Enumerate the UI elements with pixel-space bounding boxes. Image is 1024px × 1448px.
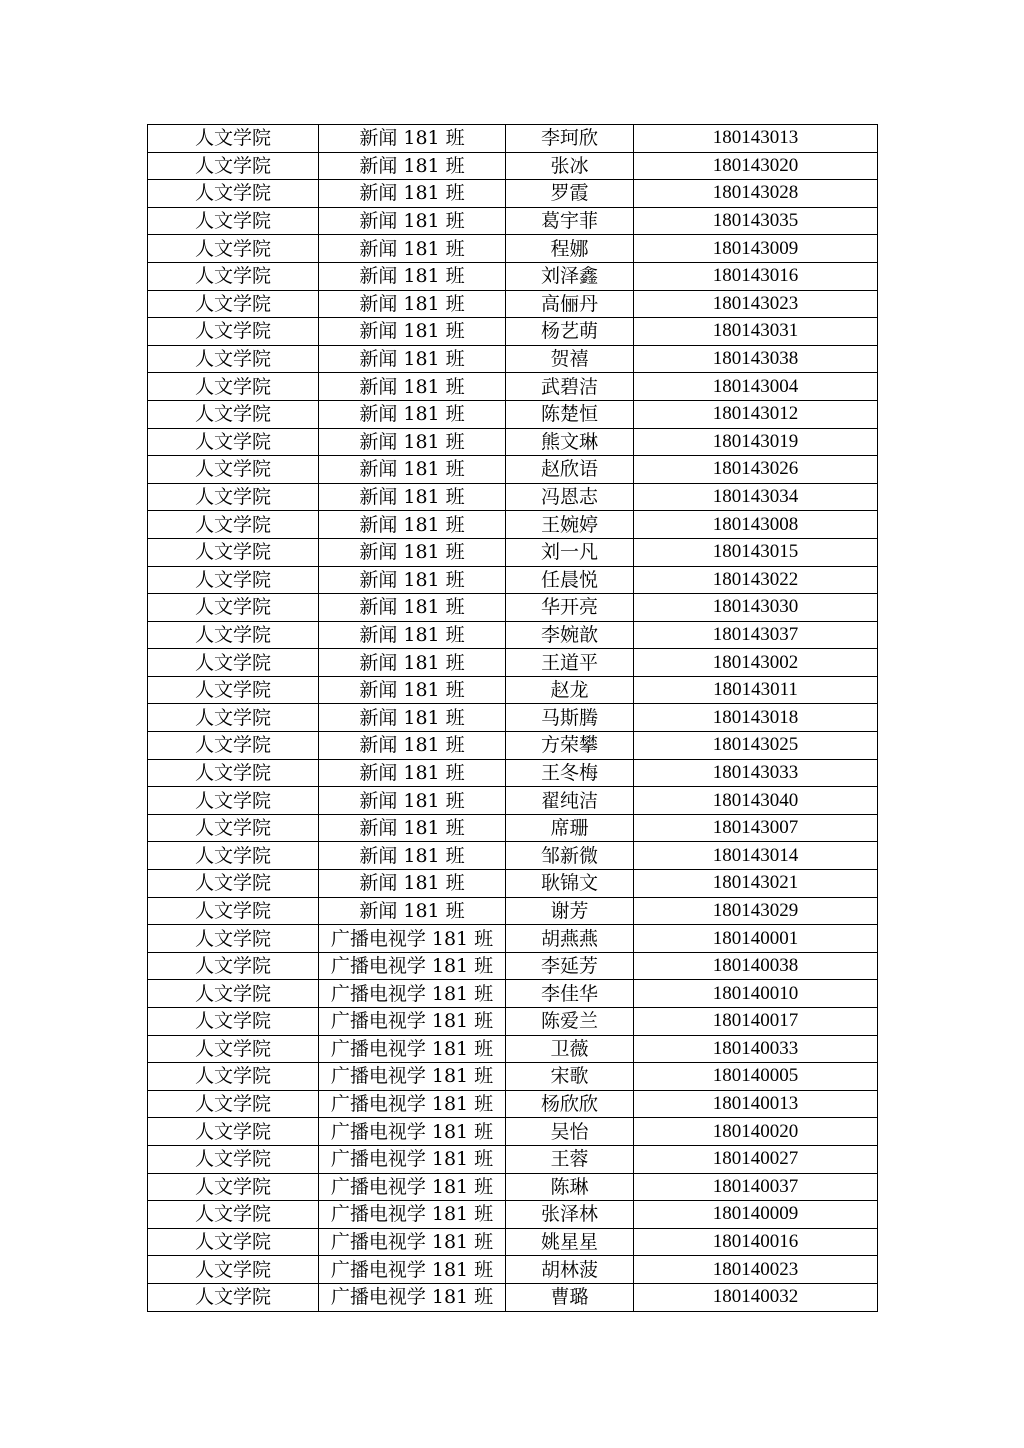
- class-cell: 新闻 181 班: [319, 676, 506, 704]
- college-cell: 人文学院: [148, 566, 319, 594]
- table-row: [148, 511, 878, 539]
- student-id-cell: 180143037: [634, 621, 878, 649]
- class-cell: 广播电视学 181 班: [319, 980, 506, 1008]
- table-row: [148, 318, 878, 346]
- table-row: [148, 897, 878, 925]
- class-cell: 广播电视学 181 班: [319, 1035, 506, 1063]
- college-cell: 人文学院: [148, 842, 319, 870]
- table-row: [148, 1256, 878, 1284]
- student-name-cell: 陈琳: [506, 1173, 634, 1201]
- college-cell: 人文学院: [148, 925, 319, 953]
- college-cell: 人文学院: [148, 290, 319, 318]
- class-cell: 新闻 181 班: [319, 594, 506, 622]
- table-row: [148, 180, 878, 208]
- student-name-cell: 武碧洁: [506, 373, 634, 401]
- student-name-cell: 程娜: [506, 235, 634, 263]
- student-name-cell: 王冬梅: [506, 759, 634, 787]
- student-name-cell: 吴怡: [506, 1118, 634, 1146]
- college-cell: 人文学院: [148, 1228, 319, 1256]
- table-row: [148, 207, 878, 235]
- college-cell: 人文学院: [148, 1283, 319, 1311]
- table-row: [148, 345, 878, 373]
- table-row: [148, 787, 878, 815]
- college-cell: 人文学院: [148, 373, 319, 401]
- college-cell: 人文学院: [148, 594, 319, 622]
- college-cell: 人文学院: [148, 511, 319, 539]
- table-row: [148, 759, 878, 787]
- table-row: [148, 1145, 878, 1173]
- class-cell: 新闻 181 班: [319, 787, 506, 815]
- class-cell: 新闻 181 班: [319, 290, 506, 318]
- table-row: [148, 925, 878, 953]
- student-name-cell: 赵欣语: [506, 456, 634, 484]
- student-name-cell: 胡林菠: [506, 1256, 634, 1284]
- college-cell: 人文学院: [148, 1035, 319, 1063]
- student-name-cell: 刘一凡: [506, 538, 634, 566]
- table-row: [148, 566, 878, 594]
- college-cell: 人文学院: [148, 1173, 319, 1201]
- class-cell: 新闻 181 班: [319, 235, 506, 263]
- student-id-cell: 180143021: [634, 870, 878, 898]
- student-name-cell: 任晨悦: [506, 566, 634, 594]
- college-cell: 人文学院: [148, 456, 319, 484]
- student-id-cell: 180143029: [634, 897, 878, 925]
- table-row: [148, 483, 878, 511]
- table-row: [148, 814, 878, 842]
- student-id-cell: 180143018: [634, 704, 878, 732]
- college-cell: 人文学院: [148, 318, 319, 346]
- class-cell: 新闻 181 班: [319, 538, 506, 566]
- table-row: [148, 704, 878, 732]
- college-cell: 人文学院: [148, 1201, 319, 1229]
- student-id-cell: 180143011: [634, 676, 878, 704]
- class-cell: 广播电视学 181 班: [319, 925, 506, 953]
- student-name-cell: 姚星星: [506, 1228, 634, 1256]
- student-name-cell: 陈楚恒: [506, 400, 634, 428]
- class-cell: 广播电视学 181 班: [319, 1090, 506, 1118]
- college-cell: 人文学院: [148, 1118, 319, 1146]
- table-row: [148, 842, 878, 870]
- college-cell: 人文学院: [148, 732, 319, 760]
- table-row: [148, 428, 878, 456]
- college-cell: 人文学院: [148, 787, 319, 815]
- class-cell: 新闻 181 班: [319, 456, 506, 484]
- college-cell: 人文学院: [148, 814, 319, 842]
- student-name-cell: 张泽林: [506, 1201, 634, 1229]
- table-row: [148, 732, 878, 760]
- table-row: [148, 1201, 878, 1229]
- college-cell: 人文学院: [148, 1145, 319, 1173]
- table-row: [148, 1035, 878, 1063]
- student-name-cell: 杨欣欣: [506, 1090, 634, 1118]
- student-id-cell: 180143026: [634, 456, 878, 484]
- class-cell: 新闻 181 班: [319, 373, 506, 401]
- class-cell: 新闻 181 班: [319, 262, 506, 290]
- student-id-cell: 180143038: [634, 345, 878, 373]
- college-cell: 人文学院: [148, 649, 319, 677]
- class-cell: 广播电视学 181 班: [319, 1173, 506, 1201]
- class-cell: 新闻 181 班: [319, 400, 506, 428]
- table-row: [148, 1090, 878, 1118]
- class-cell: 新闻 181 班: [319, 483, 506, 511]
- student-id-cell: 180143014: [634, 842, 878, 870]
- student-name-cell: 王道平: [506, 649, 634, 677]
- class-cell: 广播电视学 181 班: [319, 1201, 506, 1229]
- student-name-cell: 邹新微: [506, 842, 634, 870]
- table-row: [148, 621, 878, 649]
- class-cell: 新闻 181 班: [319, 207, 506, 235]
- college-cell: 人文学院: [148, 262, 319, 290]
- student-name-cell: 刘泽鑫: [506, 262, 634, 290]
- student-id-cell: 180140037: [634, 1173, 878, 1201]
- table-row: [148, 952, 878, 980]
- student-name-cell: 席珊: [506, 814, 634, 842]
- student-id-cell: 180140005: [634, 1063, 878, 1091]
- table-row: [148, 1173, 878, 1201]
- student-name-cell: 王蓉: [506, 1145, 634, 1173]
- student-id-cell: 180143007: [634, 814, 878, 842]
- student-id-cell: 180140027: [634, 1145, 878, 1173]
- student-name-cell: 谢芳: [506, 897, 634, 925]
- student-id-cell: 180143022: [634, 566, 878, 594]
- student-id-cell: 180143035: [634, 207, 878, 235]
- class-cell: 新闻 181 班: [319, 759, 506, 787]
- college-cell: 人文学院: [148, 1063, 319, 1091]
- class-cell: 广播电视学 181 班: [319, 1063, 506, 1091]
- student-id-cell: 180140013: [634, 1090, 878, 1118]
- college-cell: 人文学院: [148, 152, 319, 180]
- class-cell: 新闻 181 班: [319, 511, 506, 539]
- student-id-cell: 180143019: [634, 428, 878, 456]
- student-name-cell: 罗霞: [506, 180, 634, 208]
- table-row: [148, 290, 878, 318]
- table-row: [148, 373, 878, 401]
- college-cell: 人文学院: [148, 538, 319, 566]
- college-cell: 人文学院: [148, 235, 319, 263]
- student-name-cell: 高俪丹: [506, 290, 634, 318]
- table-row: [148, 538, 878, 566]
- college-cell: 人文学院: [148, 400, 319, 428]
- class-cell: 广播电视学 181 班: [319, 1145, 506, 1173]
- table-row: [148, 400, 878, 428]
- student-id-cell: 180140032: [634, 1283, 878, 1311]
- class-cell: 广播电视学 181 班: [319, 952, 506, 980]
- class-cell: 新闻 181 班: [319, 870, 506, 898]
- student-name-cell: 熊文琳: [506, 428, 634, 456]
- student-id-cell: 180140023: [634, 1256, 878, 1284]
- student-name-cell: 方荣攀: [506, 732, 634, 760]
- student-id-cell: 180143040: [634, 787, 878, 815]
- table-row: [148, 152, 878, 180]
- table-row: [148, 262, 878, 290]
- table-row: [148, 235, 878, 263]
- table-row: [148, 1283, 878, 1311]
- class-cell: 新闻 181 班: [319, 125, 506, 153]
- class-cell: 新闻 181 班: [319, 704, 506, 732]
- student-name-cell: 葛宇菲: [506, 207, 634, 235]
- student-name-cell: 李延芳: [506, 952, 634, 980]
- college-cell: 人文学院: [148, 621, 319, 649]
- student-name-cell: 李珂欣: [506, 125, 634, 153]
- class-cell: 新闻 181 班: [319, 732, 506, 760]
- table-row: [148, 456, 878, 484]
- class-cell: 新闻 181 班: [319, 897, 506, 925]
- college-cell: 人文学院: [148, 345, 319, 373]
- college-cell: 人文学院: [148, 125, 319, 153]
- student-id-cell: 180140016: [634, 1228, 878, 1256]
- class-cell: 广播电视学 181 班: [319, 1228, 506, 1256]
- college-cell: 人文学院: [148, 428, 319, 456]
- class-cell: 广播电视学 181 班: [319, 1118, 506, 1146]
- college-cell: 人文学院: [148, 483, 319, 511]
- college-cell: 人文学院: [148, 897, 319, 925]
- table-row: [148, 125, 878, 153]
- student-name-cell: 华开亮: [506, 594, 634, 622]
- class-cell: 新闻 181 班: [319, 180, 506, 208]
- table-row: [148, 594, 878, 622]
- class-cell: 新闻 181 班: [319, 152, 506, 180]
- class-cell: 新闻 181 班: [319, 428, 506, 456]
- class-cell: 新闻 181 班: [319, 566, 506, 594]
- student-name-cell: 张冰: [506, 152, 634, 180]
- student-id-cell: 180143020: [634, 152, 878, 180]
- class-cell: 广播电视学 181 班: [319, 1283, 506, 1311]
- student-id-cell: 180140009: [634, 1201, 878, 1229]
- roster-body: [148, 125, 878, 1312]
- student-roster-table: [147, 124, 878, 1312]
- student-id-cell: 180143008: [634, 511, 878, 539]
- college-cell: 人文学院: [148, 704, 319, 732]
- student-id-cell: 180140010: [634, 980, 878, 1008]
- student-id-cell: 180143030: [634, 594, 878, 622]
- student-id-cell: 180143031: [634, 318, 878, 346]
- class-cell: 新闻 181 班: [319, 649, 506, 677]
- college-cell: 人文学院: [148, 676, 319, 704]
- student-id-cell: 180143016: [634, 262, 878, 290]
- college-cell: 人文学院: [148, 1256, 319, 1284]
- student-id-cell: 180143013: [634, 125, 878, 153]
- class-cell: 新闻 181 班: [319, 814, 506, 842]
- student-id-cell: 180143025: [634, 732, 878, 760]
- student-name-cell: 杨艺萌: [506, 318, 634, 346]
- class-cell: 新闻 181 班: [319, 621, 506, 649]
- student-name-cell: 李佳华: [506, 980, 634, 1008]
- student-name-cell: 宋歌: [506, 1063, 634, 1091]
- college-cell: 人文学院: [148, 870, 319, 898]
- table-row: [148, 1063, 878, 1091]
- table-row: [148, 1008, 878, 1036]
- class-cell: 新闻 181 班: [319, 345, 506, 373]
- table-row: [148, 676, 878, 704]
- student-id-cell: 180143034: [634, 483, 878, 511]
- table-row: [148, 1228, 878, 1256]
- college-cell: 人文学院: [148, 759, 319, 787]
- table-row: [148, 870, 878, 898]
- student-name-cell: 赵龙: [506, 676, 634, 704]
- college-cell: 人文学院: [148, 1008, 319, 1036]
- student-id-cell: 180140001: [634, 925, 878, 953]
- class-cell: 新闻 181 班: [319, 318, 506, 346]
- student-name-cell: 耿锦文: [506, 870, 634, 898]
- student-id-cell: 180143002: [634, 649, 878, 677]
- student-id-cell: 180143009: [634, 235, 878, 263]
- student-id-cell: 180143028: [634, 180, 878, 208]
- student-id-cell: 180143033: [634, 759, 878, 787]
- student-id-cell: 180140033: [634, 1035, 878, 1063]
- student-name-cell: 卫薇: [506, 1035, 634, 1063]
- student-name-cell: 胡燕燕: [506, 925, 634, 953]
- college-cell: 人文学院: [148, 1090, 319, 1118]
- college-cell: 人文学院: [148, 952, 319, 980]
- student-name-cell: 陈爱兰: [506, 1008, 634, 1036]
- student-id-cell: 180140038: [634, 952, 878, 980]
- student-name-cell: 曹璐: [506, 1283, 634, 1311]
- table-row: [148, 649, 878, 677]
- student-name-cell: 翟纯洁: [506, 787, 634, 815]
- student-id-cell: 180143015: [634, 538, 878, 566]
- student-name-cell: 冯恩志: [506, 483, 634, 511]
- student-name-cell: 王婉婷: [506, 511, 634, 539]
- student-id-cell: 180140017: [634, 1008, 878, 1036]
- student-id-cell: 180140020: [634, 1118, 878, 1146]
- college-cell: 人文学院: [148, 207, 319, 235]
- college-cell: 人文学院: [148, 180, 319, 208]
- college-cell: 人文学院: [148, 980, 319, 1008]
- student-id-cell: 180143004: [634, 373, 878, 401]
- class-cell: 广播电视学 181 班: [319, 1256, 506, 1284]
- student-name-cell: 马斯腾: [506, 704, 634, 732]
- class-cell: 新闻 181 班: [319, 842, 506, 870]
- student-id-cell: 180143023: [634, 290, 878, 318]
- student-name-cell: 李婉歆: [506, 621, 634, 649]
- student-id-cell: 180143012: [634, 400, 878, 428]
- table-row: [148, 980, 878, 1008]
- class-cell: 广播电视学 181 班: [319, 1008, 506, 1036]
- student-name-cell: 贺禧: [506, 345, 634, 373]
- table-row: [148, 1118, 878, 1146]
